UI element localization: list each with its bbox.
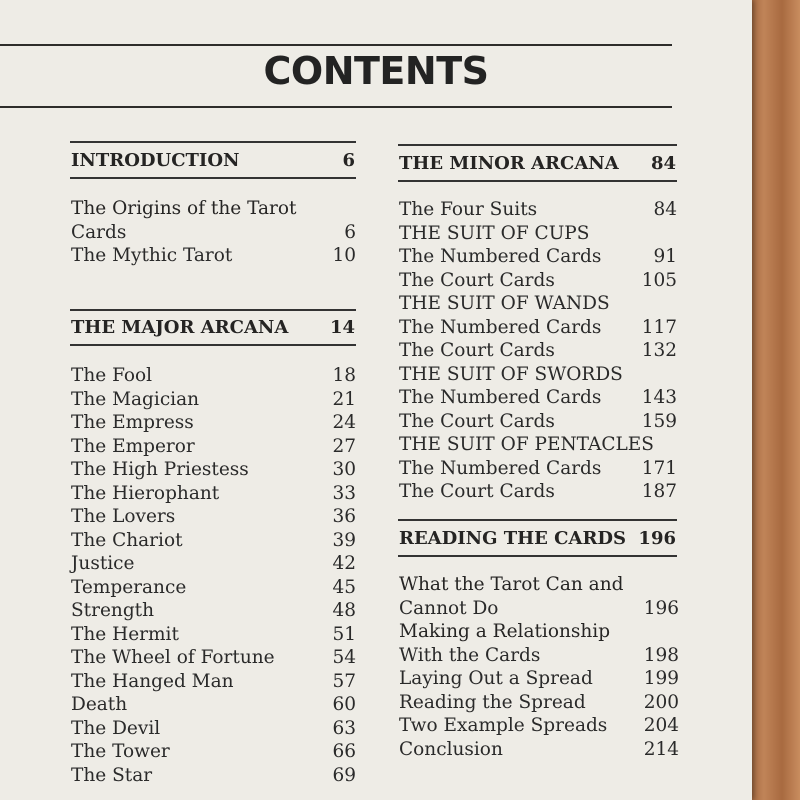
toc-entry <box>399 316 677 340</box>
introduction-heading <box>71 148 355 172</box>
reading-heading <box>399 526 676 550</box>
toc-entry <box>399 339 677 363</box>
minor-arcana-heading-text: THE MINOR ARCANA <box>399 152 619 174</box>
toc-entry-title: The Mythic Tarot <box>71 245 233 266</box>
toc-entry <box>71 646 356 670</box>
introduction-top-rule <box>70 141 356 143</box>
toc-entry <box>71 693 356 717</box>
toc-entry <box>71 717 356 741</box>
reading-heading-page: 196 <box>638 527 676 549</box>
introduction-heading-text: INTRODUCTION <box>71 149 240 171</box>
toc-entry-title: Conclusion <box>399 738 503 760</box>
toc-entry-title: The High Priestess <box>71 459 249 480</box>
toc-entry-page: 30 <box>332 459 356 480</box>
toc-entry-page: 60 <box>332 694 356 715</box>
minor-arcana-heading <box>399 151 676 175</box>
toc-entry <box>71 505 356 529</box>
toc-entry <box>71 458 356 482</box>
toc-entry-page: 171 <box>641 457 677 479</box>
toc-entry-title: Temperance <box>71 576 187 598</box>
toc-entry-title: The Wheel of Fortune <box>71 647 275 668</box>
toc-entry-page: 69 <box>332 764 356 786</box>
toc-entry-page: 6 <box>344 221 356 243</box>
toc-entry-page: 33 <box>332 482 356 504</box>
toc-entry-title: Cards <box>71 221 127 243</box>
title-top-rule <box>0 44 672 46</box>
toc-entry-page: 132 <box>641 340 677 361</box>
toc-entry <box>71 764 356 788</box>
toc-entry-page: 27 <box>332 435 356 457</box>
toc-entry <box>399 738 679 762</box>
toc-entry-page: 214 <box>643 738 679 760</box>
major-arcana-heading <box>71 315 355 339</box>
toc-entry-page: 204 <box>643 715 679 736</box>
toc-entry-page: 10 <box>332 245 356 266</box>
toc-entry <box>399 644 679 668</box>
toc-entry-page: 143 <box>641 387 677 408</box>
toc-entry-title: The Hanged Man <box>71 670 234 692</box>
toc-entry-page: 84 <box>653 199 677 220</box>
toc-entry <box>399 198 677 222</box>
toc-entry-page: 54 <box>332 647 356 668</box>
toc-entry-title: Laying Out a Spread <box>399 668 593 689</box>
toc-entry-title: Two Example Spreads <box>399 715 608 736</box>
toc-entry-title: THE SUIT OF WANDS <box>399 293 610 314</box>
toc-entry-page: 187 <box>641 481 677 502</box>
toc-entry <box>399 222 677 246</box>
toc-entry-page: 57 <box>332 670 356 692</box>
toc-entry-page: 48 <box>332 600 356 621</box>
toc-entry <box>399 292 677 316</box>
toc-entry-page: 42 <box>332 553 356 574</box>
toc-entry-title: The Hermit <box>71 623 179 645</box>
toc-entry <box>399 363 677 387</box>
toc-entry <box>71 670 356 694</box>
toc-entry <box>399 714 679 738</box>
toc-entry-page: 45 <box>332 576 356 598</box>
toc-entry-page: 51 <box>332 623 356 645</box>
toc-entry <box>399 457 677 481</box>
toc-entry <box>71 244 356 268</box>
major-arcana-list <box>71 364 356 787</box>
toc-entry-title: The Numbered Cards <box>399 316 602 338</box>
major-arcana-heading-page: 14 <box>329 316 355 338</box>
toc-entry <box>71 552 356 576</box>
toc-entry-title: Reading the Spread <box>399 691 586 713</box>
toc-entry-title: Strength <box>71 600 155 621</box>
toc-entry-line: What the Tarot Can and <box>399 574 624 595</box>
toc-entry-page: 18 <box>332 365 356 386</box>
toc-entry <box>71 221 356 245</box>
toc-entry-title: The Chariot <box>71 529 183 551</box>
toc-entry <box>399 386 677 410</box>
toc-entry-page: 91 <box>653 246 677 267</box>
toc-entry-page: 117 <box>641 316 677 338</box>
page-title: CONTENTS <box>263 49 489 93</box>
toc-entry-page: 105 <box>641 269 677 291</box>
toc-entry <box>71 364 356 388</box>
reading-bottom-rule <box>398 555 677 557</box>
toc-entry-title: Death <box>71 694 128 715</box>
minor-arcana-heading-page: 84 <box>650 152 676 174</box>
major-arcana-heading-text: THE MAJOR ARCANA <box>71 316 289 338</box>
toc-entry <box>71 388 356 412</box>
toc-entry-page: 39 <box>332 529 356 551</box>
toc-entry-title: Cannot Do <box>399 597 499 619</box>
toc-entry <box>71 482 356 506</box>
toc-entry-title: The Four Suits <box>399 199 538 220</box>
minor-arcana-top-rule <box>398 144 677 146</box>
toc-entry-title: The Court Cards <box>399 410 555 432</box>
toc-entry-line: Making a Relationship <box>399 621 611 642</box>
introduction-list <box>71 197 356 268</box>
toc-entry-page: 36 <box>332 506 356 527</box>
introduction-bottom-rule <box>70 177 356 179</box>
toc-entry-title: The Empress <box>71 412 194 433</box>
toc-entry-title: The Numbered Cards <box>399 387 602 408</box>
toc-entry <box>399 245 677 269</box>
toc-entry <box>71 623 356 647</box>
major-arcana-top-rule <box>70 309 356 311</box>
toc-entry-page: 198 <box>643 644 679 666</box>
toc-entry-title: The Magician <box>71 388 200 410</box>
toc-entry-page: 196 <box>643 597 679 619</box>
toc-entry-page: 66 <box>332 741 356 762</box>
toc-entry-title: Justice <box>71 553 135 574</box>
toc-entry <box>399 410 677 434</box>
toc-entry <box>399 691 679 715</box>
toc-entry <box>399 480 677 504</box>
toc-entry-title: The Fool <box>71 365 153 386</box>
toc-entry <box>399 269 677 293</box>
major-arcana-bottom-rule <box>70 344 356 346</box>
reading-top-rule <box>398 519 677 521</box>
toc-entry-title: THE SUIT OF SWORDS <box>399 363 623 385</box>
toc-entry <box>71 576 356 600</box>
minor-arcana-list <box>399 198 677 504</box>
toc-entry-title: The Court Cards <box>399 481 555 502</box>
toc-entry <box>71 411 356 435</box>
toc-entry-page: 24 <box>332 412 356 433</box>
toc-entry-title: The Devil <box>71 717 161 739</box>
toc-entry-title: The Star <box>71 764 153 786</box>
toc-entry-line: The Origins of the Tarot <box>71 198 297 219</box>
toc-entry-page: 21 <box>332 388 356 410</box>
toc-entry <box>399 667 679 691</box>
toc-entry-title: The Numbered Cards <box>399 246 602 267</box>
toc-entry-title: With the Cards <box>399 644 541 666</box>
toc-entry-title: THE SUIT OF CUPS <box>399 222 590 244</box>
toc-entry <box>71 740 356 764</box>
toc-entry-page: 200 <box>643 691 679 713</box>
toc-entry <box>399 597 679 621</box>
toc-entry-title: THE SUIT OF PENTACLES <box>399 434 654 455</box>
toc-entry-title: The Emperor <box>71 435 195 457</box>
toc-entry-title: The Numbered Cards <box>399 457 602 479</box>
minor-arcana-bottom-rule <box>398 180 677 182</box>
toc-entry-title: The Court Cards <box>399 269 555 291</box>
reading-list <box>399 573 679 761</box>
toc-entry-title: The Court Cards <box>399 340 555 361</box>
toc-entry-title: The Lovers <box>71 506 176 527</box>
toc-entry <box>71 529 356 553</box>
reading-heading-text: READING THE CARDS <box>399 527 627 549</box>
toc-entry-page: 63 <box>332 717 356 739</box>
toc-entry-page: 199 <box>643 668 679 689</box>
toc-entry-title: The Tower <box>71 741 170 762</box>
introduction-heading-page: 6 <box>342 149 355 171</box>
toc-entry-page: 159 <box>641 410 677 432</box>
toc-entry-title: The Hierophant <box>71 482 220 504</box>
toc-entry <box>399 433 677 457</box>
title-bottom-rule <box>0 106 672 108</box>
toc-entry <box>71 599 356 623</box>
toc-entry <box>71 435 356 459</box>
